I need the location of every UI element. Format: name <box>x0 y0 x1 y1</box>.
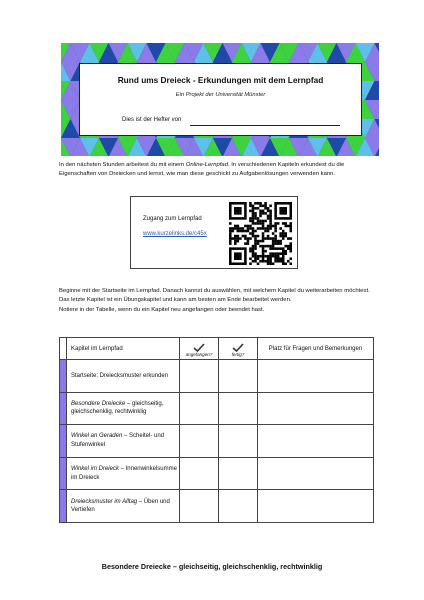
access-label: Zugang zum Lernpfad <box>143 216 202 222</box>
owner-label: Dies ist der Hefter von <box>122 117 182 123</box>
notes-cell[interactable] <box>258 490 374 523</box>
finished-cell[interactable] <box>219 425 258 458</box>
intro-text-end: . In verschiedenen Kapiteln erkundest du die Eigenschaften von Dreiecken und lernst, wie man diese geschickt zu Aufgabenlösungen verwenden kann. <box>59 162 345 178</box>
started-cell[interactable] <box>180 360 219 393</box>
notes-cell[interactable] <box>258 392 374 425</box>
notes-cell[interactable] <box>258 425 374 458</box>
intro-paragraph <box>59 161 371 180</box>
chapter-stripe <box>60 457 67 490</box>
chapter-name: Winkel im Dreieck – Innenwinkelsumme im Dreieck <box>67 457 180 490</box>
chapter-name: Besondere Dreiecke – gleichseitig, gleichschenklig, rechtwinklig <box>67 392 180 425</box>
chapter-stripe <box>60 392 67 425</box>
chapter-name: Startseite: Dreiecksmuster erkunden <box>67 360 180 393</box>
notes-cell[interactable] <box>258 360 374 393</box>
title-banner <box>61 43 379 156</box>
header-stripe-cell <box>60 338 67 360</box>
checkmark-icon <box>232 343 244 352</box>
table-row <box>60 360 374 393</box>
header-started <box>180 338 219 360</box>
started-cell[interactable] <box>180 425 219 458</box>
chapter-stripe <box>60 425 67 458</box>
header-finished <box>219 338 258 360</box>
instructions-note: Notiere in der Tabelle, wenn du ein Kapitel neu angefangen oder beendet hast. <box>59 306 265 313</box>
table-row <box>60 490 374 523</box>
chapter-tracking-table <box>59 337 374 523</box>
access-link[interactable]: www.kurzelinks.de/c45x <box>143 231 207 237</box>
table-header-row <box>60 338 374 360</box>
document-title: Rund ums Dreieck - Erkundungen mit dem Lernpfad <box>117 75 324 85</box>
started-cell[interactable] <box>180 392 219 425</box>
header-notes: Platz für Fragen und Bemerkungen <box>258 338 374 360</box>
checkmark-icon <box>193 343 205 352</box>
started-cell[interactable] <box>180 457 219 490</box>
project-subtitle: Ein Projekt der Universität Münster <box>175 92 266 98</box>
finished-cell[interactable] <box>219 490 258 523</box>
chapter-name: Winkel an Geraden – Scheitel- und Stufenwinkel <box>67 425 180 458</box>
table-row <box>60 392 374 425</box>
chapter-stripe <box>60 360 67 393</box>
chapter-stripe <box>60 490 67 523</box>
table-row <box>60 457 374 490</box>
intro-text-start: In den nächsten Stunden arbeitest du mit einem <box>59 162 186 168</box>
finished-cell[interactable] <box>219 360 258 393</box>
owner-name-line[interactable] <box>190 125 340 126</box>
instructions <box>59 287 371 315</box>
section-heading: Besondere Dreiecke – gleichseitig, gleichschenklig, rechtwinklig <box>101 562 323 571</box>
started-cell[interactable] <box>180 490 219 523</box>
finished-label: fertig? <box>231 351 245 357</box>
started-label: angefangen? <box>185 351 213 357</box>
finished-cell[interactable] <box>219 392 258 425</box>
finished-cell[interactable] <box>219 457 258 490</box>
instructions-paragraph: Beginne mit der Startseite im Lernpfad. Danach kannst du auswählen, mit welchem Kapitel du weiterarbeiten möchtest. Das letzte Kapitel ist ein Übungskapitel und kann am besten am Ende bearbeitet werden. <box>59 288 370 304</box>
title-box <box>79 63 362 136</box>
notes-cell[interactable] <box>258 457 374 490</box>
header-chapter: Kapitel im Lernpfad <box>67 338 180 360</box>
intro-text-emphasis: Online-Lernpfad <box>185 162 228 168</box>
access-box <box>130 196 298 269</box>
table-row <box>60 425 374 458</box>
qr-code-icon[interactable] <box>229 202 292 265</box>
chapter-name: Dreiecksmuster im Alltag – Üben und Vertiefen <box>67 490 180 523</box>
